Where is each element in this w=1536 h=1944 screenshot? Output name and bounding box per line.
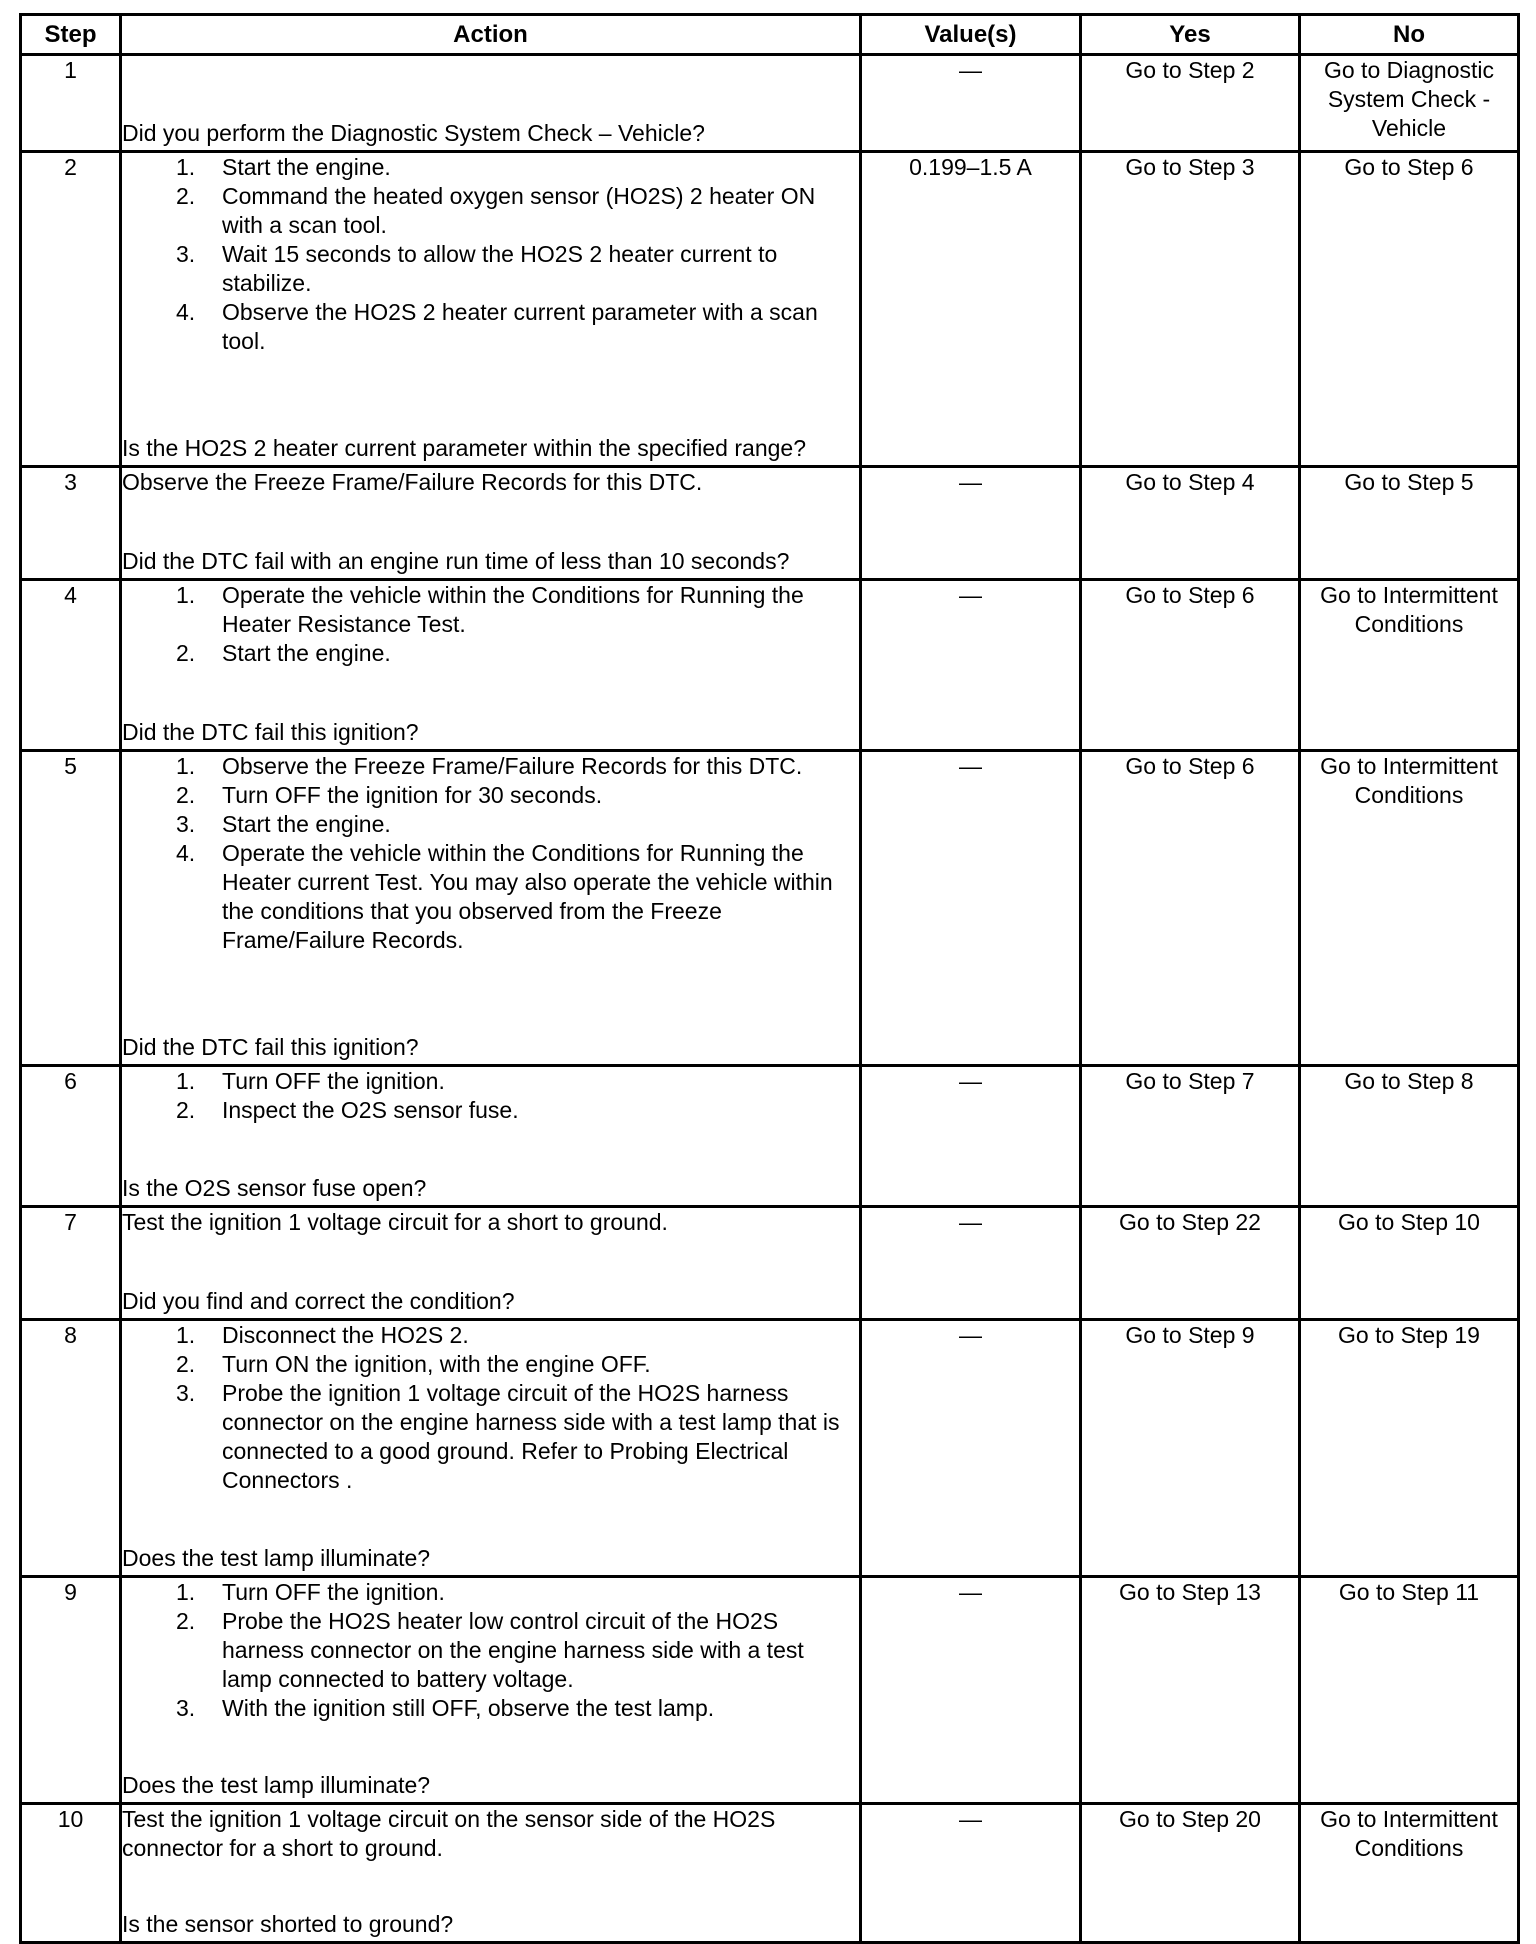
- action-cell: [121, 55, 861, 152]
- action-steps-list: [122, 581, 859, 668]
- no-cell: Go to Step 6: [1300, 152, 1519, 467]
- table-row: [21, 1320, 1519, 1577]
- action-question: Is the O2S sensor fuse open?: [122, 1175, 427, 1201]
- no-cell: Go to Diagnostic System Check - Vehicle: [1300, 55, 1519, 152]
- action-step-item: Start the engine.: [222, 811, 391, 837]
- yes-cell: Go to Step 7: [1081, 1066, 1300, 1207]
- action-cell: [121, 1804, 861, 1943]
- action-step-item: Probe the HO2S heater low control circuit of the HO2S harness connector on the engine harness side with a test lamp connected to battery voltage.: [222, 1608, 804, 1692]
- no-cell: Go to Intermittent Conditions: [1300, 751, 1519, 1066]
- table-row: [21, 1066, 1519, 1207]
- action-step-item: Disconnect the HO2S 2.: [222, 1322, 469, 1348]
- action-step-item: Observe the Freeze Frame/Failure Records for this DTC.: [222, 753, 803, 779]
- step-cell: 6: [21, 1066, 121, 1207]
- action-question: Does the test lamp illuminate?: [122, 1772, 431, 1798]
- header-value: Value(s): [861, 15, 1081, 55]
- yes-cell: Go to Step 6: [1081, 580, 1300, 751]
- header-no: No: [1300, 15, 1519, 55]
- action-intro: Observe the Freeze Frame/Failure Records for this DTC.: [122, 469, 703, 495]
- value-cell: —: [861, 55, 1081, 152]
- table-row: [21, 55, 1519, 152]
- action-question: Did you find and correct the condition?: [122, 1288, 515, 1314]
- action-cell: [121, 152, 861, 467]
- action-step-item: Command the heated oxygen sensor (HO2S) 2 heater ON with a scan tool.: [222, 183, 816, 238]
- action-cell: [121, 1066, 861, 1207]
- step-cell: 2: [21, 152, 121, 467]
- yes-cell: Go to Step 22: [1081, 1207, 1300, 1320]
- header-yes: Yes: [1081, 15, 1300, 55]
- no-cell: Go to Step 5: [1300, 467, 1519, 580]
- yes-cell: Go to Step 9: [1081, 1320, 1300, 1577]
- action-steps-list: [122, 752, 859, 955]
- action-question: Is the sensor shorted to ground?: [122, 1911, 454, 1937]
- value-cell: —: [861, 580, 1081, 751]
- action-step-item: Probe the ignition 1 voltage circuit of the HO2S harness connector on the engine harness side with a test lamp that is connected to a good ground. Refer to Probing Electrical Connectors .: [222, 1380, 840, 1493]
- yes-cell: Go to Step 13: [1081, 1577, 1300, 1804]
- action-steps-list: [122, 1321, 859, 1495]
- no-cell: Go to Step 8: [1300, 1066, 1519, 1207]
- action-intro: Test the ignition 1 voltage circuit on the sensor side of the HO2S connector for a short to ground.: [122, 1806, 776, 1861]
- value-cell: —: [861, 751, 1081, 1066]
- table-row: [21, 751, 1519, 1066]
- table-row: [21, 152, 1519, 467]
- no-cell: Go to Step 11: [1300, 1577, 1519, 1804]
- value-cell: —: [861, 1320, 1081, 1577]
- action-step-item: With the ignition still OFF, observe the test lamp.: [222, 1695, 715, 1721]
- yes-cell: Go to Step 2: [1081, 55, 1300, 152]
- action-step-item: Turn OFF the ignition.: [222, 1579, 445, 1605]
- yes-cell: Go to Step 20: [1081, 1804, 1300, 1943]
- action-step-item: Start the engine.: [222, 640, 391, 666]
- action-step-item: Inspect the O2S sensor fuse.: [222, 1097, 519, 1123]
- action-cell: [121, 1207, 861, 1320]
- table-row: [21, 1577, 1519, 1804]
- header-step: Step: [21, 15, 121, 55]
- action-steps-list: [122, 153, 859, 356]
- action-cell: [121, 1320, 861, 1577]
- header-row: [21, 15, 1519, 55]
- action-question: Did you perform the Diagnostic System Check – Vehicle?: [122, 120, 705, 146]
- action-step-item: Operate the vehicle within the Conditions for Running the Heater current Test. You may also operate the vehicle within the conditions that you observed from the Freeze Frame/Failure Records.: [222, 840, 833, 953]
- action-cell: [121, 1577, 861, 1804]
- step-cell: 7: [21, 1207, 121, 1320]
- yes-cell: Go to Step 6: [1081, 751, 1300, 1066]
- action-step-item: Start the engine.: [222, 154, 391, 180]
- value-cell: —: [861, 1207, 1081, 1320]
- value-cell: —: [861, 1066, 1081, 1207]
- value-cell: —: [861, 467, 1081, 580]
- action-question: Is the HO2S 2 heater current parameter within the specified range?: [122, 435, 806, 461]
- step-cell: 9: [21, 1577, 121, 1804]
- no-cell: Go to Step 10: [1300, 1207, 1519, 1320]
- table-row: [21, 1804, 1519, 1943]
- action-question: Did the DTC fail with an engine run time of less than 10 seconds?: [122, 548, 790, 574]
- table-row: [21, 580, 1519, 751]
- action-question: Did the DTC fail this ignition?: [122, 719, 419, 745]
- step-cell: 5: [21, 751, 121, 1066]
- value-cell: —: [861, 1804, 1081, 1943]
- action-step-item: Operate the vehicle within the Conditions for Running the Heater Resistance Test.: [222, 582, 804, 637]
- step-cell: 4: [21, 580, 121, 751]
- no-cell: Go to Intermittent Conditions: [1300, 580, 1519, 751]
- action-steps-list: [122, 1067, 859, 1125]
- action-step-item: Turn ON the ignition, with the engine OFF.: [222, 1351, 651, 1377]
- action-intro: Test the ignition 1 voltage circuit for a short to ground.: [122, 1209, 668, 1235]
- action-step-item: Turn OFF the ignition for 30 seconds.: [222, 782, 603, 808]
- action-question: Does the test lamp illuminate?: [122, 1545, 431, 1571]
- step-cell: 10: [21, 1804, 121, 1943]
- action-step-item: Turn OFF the ignition.: [222, 1068, 445, 1094]
- diagnostic-table: [19, 13, 1520, 1944]
- value-cell: 0.199–1.5 A: [861, 152, 1081, 467]
- no-cell: Go to Step 19: [1300, 1320, 1519, 1577]
- yes-cell: Go to Step 3: [1081, 152, 1300, 467]
- action-cell: [121, 580, 861, 751]
- value-cell: —: [861, 1577, 1081, 1804]
- action-step-item: Wait 15 seconds to allow the HO2S 2 heater current to stabilize.: [222, 241, 778, 296]
- header-action: Action: [121, 15, 861, 55]
- table-row: [21, 467, 1519, 580]
- step-cell: 8: [21, 1320, 121, 1577]
- yes-cell: Go to Step 4: [1081, 467, 1300, 580]
- action-step-item: Observe the HO2S 2 heater current parameter with a scan tool.: [222, 299, 818, 354]
- no-cell: Go to Intermittent Conditions: [1300, 1804, 1519, 1943]
- action-cell: [121, 751, 861, 1066]
- action-steps-list: [122, 1578, 859, 1723]
- step-cell: 1: [21, 55, 121, 152]
- step-cell: 3: [21, 467, 121, 580]
- table-row: [21, 1207, 1519, 1320]
- action-cell: [121, 467, 861, 580]
- action-question: Did the DTC fail this ignition?: [122, 1034, 419, 1060]
